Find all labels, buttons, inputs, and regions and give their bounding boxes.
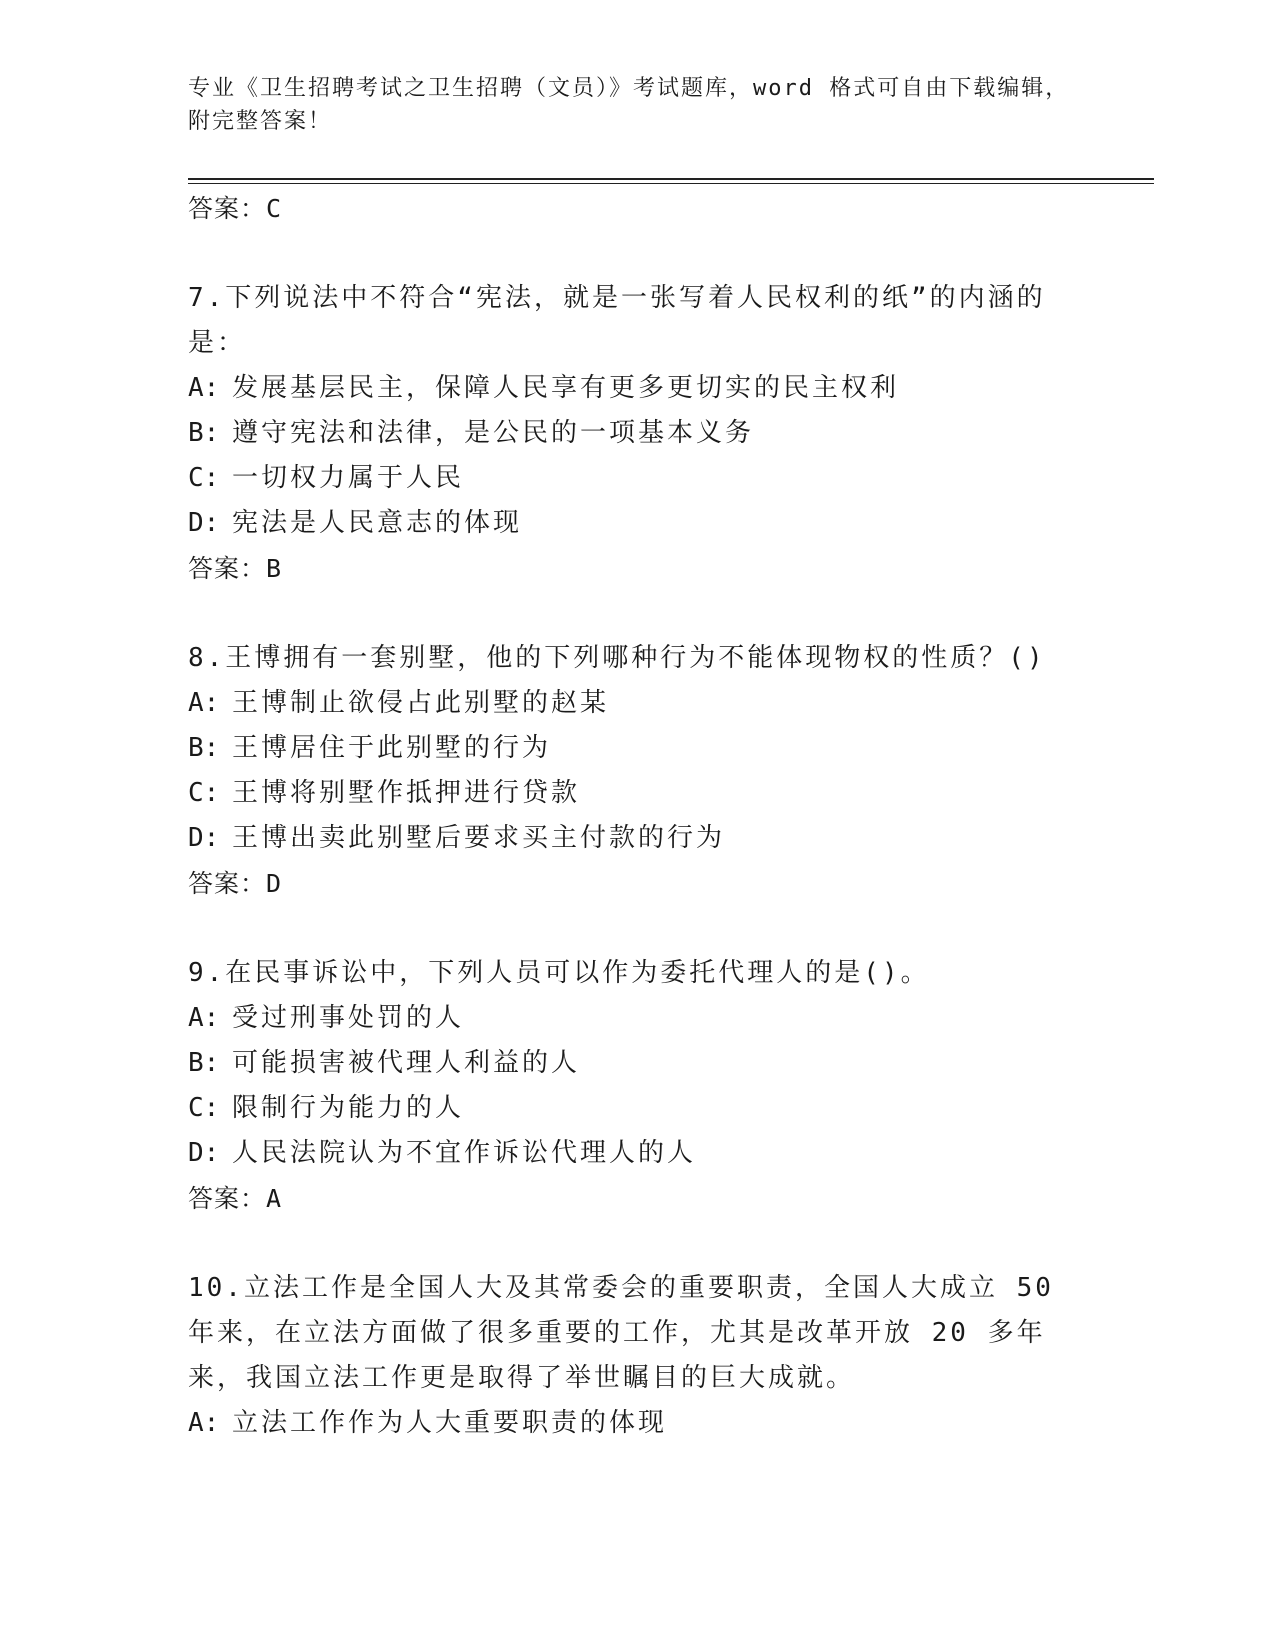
option-text: 王博制止欲侵占此别墅的赵某 xyxy=(232,688,610,718)
question-option xyxy=(188,411,1088,456)
answer-label: 答案： xyxy=(188,194,267,223)
answer-value: B xyxy=(266,554,283,583)
option-text: 宪法是人民意志的体现 xyxy=(232,508,523,538)
answer-value: D xyxy=(266,869,283,898)
header-divider-thin xyxy=(188,183,1154,184)
question-stem: 9.在民事诉讼中，下列人员可以作为委托代理人的是()。 xyxy=(188,958,930,988)
question-option xyxy=(188,681,1088,726)
question-block xyxy=(188,276,1088,592)
question-option xyxy=(188,996,1088,1041)
answer-value: A xyxy=(266,1184,283,1213)
question-option xyxy=(188,1041,1088,1086)
option-letter: C: xyxy=(188,778,220,808)
option-letter: B: xyxy=(188,1048,220,1078)
question-option xyxy=(188,501,1088,546)
option-text: 王博将别墅作抵押进行贷款 xyxy=(232,778,581,808)
option-text: 可能损害被代理人利益的人 xyxy=(232,1048,581,1078)
header-text: 专业《卫生招聘考试之卫生招聘（文员）》考试题库，word 格式可自由下载编辑，附完整答案！ xyxy=(188,76,1070,134)
question-list xyxy=(188,276,1088,1446)
question-option xyxy=(188,1086,1088,1131)
question-option xyxy=(188,1131,1088,1176)
question-option xyxy=(188,456,1088,501)
answer-line xyxy=(188,186,1088,232)
option-text: 王博出卖此别墅后要求买主付款的行为 xyxy=(232,823,726,853)
question-stem: 7.下列说法中不符合“宪法，就是一张写着人民权利的纸”的内涵的是： xyxy=(188,283,1046,358)
answer-line xyxy=(188,1176,1088,1222)
question-option xyxy=(188,816,1088,861)
option-letter: A: xyxy=(188,688,220,718)
question-block xyxy=(188,1266,1088,1446)
answer-line xyxy=(188,861,1088,907)
question-option xyxy=(188,366,1088,411)
option-letter: B: xyxy=(188,418,220,448)
option-letter: D: xyxy=(188,508,220,538)
option-text: 王博居住于此别墅的行为 xyxy=(232,733,552,763)
option-letter: A: xyxy=(188,1003,220,1033)
answer-label: 答案： xyxy=(188,869,267,898)
option-letter: A: xyxy=(188,373,220,403)
option-text: 立法工作作为人大重要职责的体现 xyxy=(232,1408,668,1438)
exam-content xyxy=(188,186,1088,1446)
answer-value: C xyxy=(266,194,283,223)
page-header xyxy=(188,72,1088,138)
option-text: 限制行为能力的人 xyxy=(232,1093,465,1123)
question-block xyxy=(188,636,1088,907)
question-option xyxy=(188,726,1088,771)
question-stem: 8.王博拥有一套别墅，他的下列哪种行为不能体现物权的性质？() xyxy=(188,643,1046,673)
option-letter: C: xyxy=(188,463,220,493)
option-text: 人民法院认为不宜作诉讼代理人的人 xyxy=(232,1138,697,1168)
option-letter: A: xyxy=(188,1408,220,1438)
option-letter: C: xyxy=(188,1093,220,1123)
option-letter: D: xyxy=(188,823,220,853)
question-option xyxy=(188,1401,1088,1446)
answer-label: 答案： xyxy=(188,554,267,583)
option-letter: D: xyxy=(188,1138,220,1168)
question-option xyxy=(188,771,1088,816)
option-text: 一切权力属于人民 xyxy=(232,463,465,493)
answer-line xyxy=(188,546,1088,592)
option-letter: B: xyxy=(188,733,220,763)
option-text: 遵守宪法和法律，是公民的一项基本义务 xyxy=(232,418,755,448)
option-text: 发展基层民主，保障人民享有更多更切实的民主权利 xyxy=(232,373,900,403)
question-stem: 10.立法工作是全国人大及其常委会的重要职责，全国人大成立 50 年来，在立法方面做了很多重要的工作，尤其是改革开放 20 多年来，我国立法工作更是取得了举世瞩目的巨大成就。 xyxy=(188,1273,1054,1393)
header-divider xyxy=(188,178,1154,180)
option-text: 受过刑事处罚的人 xyxy=(232,1003,465,1033)
question-block xyxy=(188,951,1088,1222)
answer-label: 答案： xyxy=(188,1184,267,1213)
